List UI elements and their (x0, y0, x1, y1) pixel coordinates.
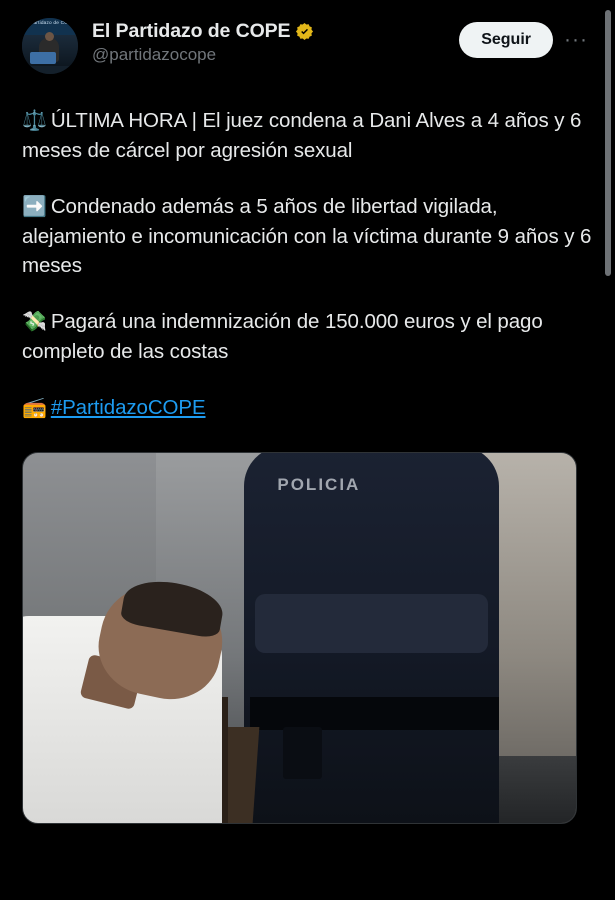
tweet-paragraph (22, 106, 593, 165)
tweet-paragraph (22, 192, 593, 280)
tweet-paragraph-text: Pagará una indemnización de 150.000 euros y el pago completo de las costas (22, 310, 543, 363)
right-arrow-emoji: ➡️ (22, 196, 47, 218)
tweet-text (22, 106, 593, 423)
photo-officer-arms (255, 594, 487, 653)
photo-police-patch-text: POLICIA (277, 475, 361, 495)
photo-officer-equipment (283, 727, 322, 779)
tweet-hashtag-line (22, 393, 593, 423)
tweet-paragraph-text: Condenado además a 5 años de libertad vigilada, alejamiento e incomunicación con la víctima durante 9 años y 6 meses (22, 195, 592, 277)
account-handle: @partidazocope (92, 45, 217, 64)
money-with-wings-emoji: 💸 (22, 311, 47, 333)
balance-scale-emoji: ⚖️ (22, 110, 47, 132)
tweet-paragraph (22, 307, 593, 366)
display-name-row (92, 20, 459, 43)
radio-emoji: 📻 (22, 397, 47, 419)
avatar-desk (22, 66, 78, 74)
avatar-head-icon (45, 32, 54, 41)
follow-button[interactable]: Seguir (459, 22, 553, 58)
verified-badge-icon (295, 22, 314, 41)
hashtag-link[interactable]: #PartidazoCOPE (50, 396, 206, 419)
tweet-paragraph-text: ÚLTIMA HORA | El juez condena a Dani Alves a 4 años y 6 meses de cárcel por agresión sexual (22, 109, 582, 162)
tweet-header (22, 18, 593, 80)
scrollbar-track[interactable] (607, 0, 613, 900)
more-options-icon[interactable]: ··· (564, 28, 588, 51)
avatar-laptop-icon (30, 52, 56, 64)
avatar-label: El Partidazo de CO (24, 20, 69, 26)
account-names (92, 18, 459, 65)
scrollbar-thumb[interactable] (605, 10, 611, 276)
tweet-image[interactable] (22, 452, 577, 824)
display-name: El Partidazo de COPE (92, 20, 291, 42)
avatar[interactable] (22, 18, 78, 74)
photo-officer-belt (250, 697, 499, 730)
